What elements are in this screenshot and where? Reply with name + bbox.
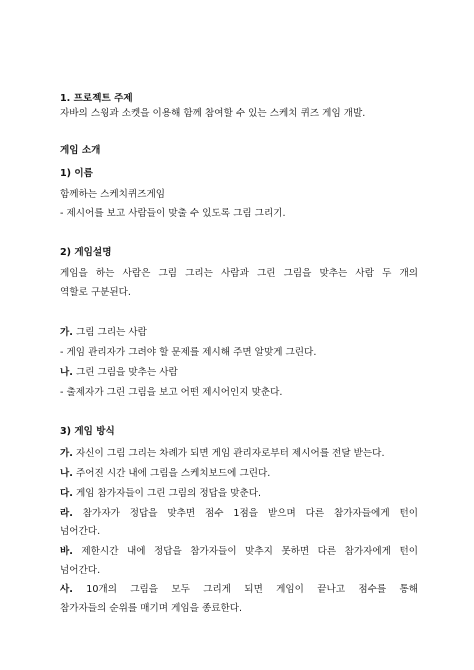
step-da-text: 게임 참가자들이 그린 그림의 정답을 맞춘다. xyxy=(72,488,262,499)
role-ga-description: - 게임 관리자가 그려야 할 문제를 제시해 주면 알맞게 그린다. xyxy=(60,347,317,358)
step-da-prefix: 다. xyxy=(60,488,73,499)
name-description: - 제시어를 보고 사람들이 맞출 수 있도록 그림 그리기. xyxy=(60,208,286,219)
name-heading: 1) 이름 xyxy=(60,168,93,179)
name-value: 함께하는 스케치퀴즈게임 xyxy=(60,189,165,200)
step-sa xyxy=(60,583,418,597)
step-sa-prefix: 사. xyxy=(60,584,73,595)
step-ra-prefix: 라. xyxy=(60,508,73,519)
desc-line-2: 역할로 구분된다. xyxy=(60,287,131,298)
role-ga-text: 그림 그리는 사람 xyxy=(72,327,147,338)
project-description: 자바의 스윙과 소켓을 이용해 함께 참여할 수 있는 스케치 퀴즈 게임 개발. xyxy=(60,108,366,119)
intro-heading: 게임 소개 xyxy=(60,145,101,156)
desc-heading: 2) 게임설명 xyxy=(60,247,112,258)
role-na-text: 그린 그림을 맞추는 사람 xyxy=(72,367,178,378)
desc-line-1: 게임을 하는 사람은 그림 그리는 사람과 그린 그림을 맞추는 사람 두 개의 xyxy=(60,268,418,279)
step-na xyxy=(60,467,270,481)
role-ga-prefix: 가. xyxy=(60,327,73,338)
project-heading: 1. 프로젝트 주제 xyxy=(60,93,133,104)
step-ra xyxy=(60,507,418,521)
step-sa-continued: 참가자들의 순위를 매기며 게임을 종료한다. xyxy=(60,603,243,614)
role-na-description: - 출제자가 그린 그림을 보고 어떤 제시어인지 맞춘다. xyxy=(60,387,283,398)
step-ga xyxy=(60,447,385,461)
method-heading: 3) 게임 방식 xyxy=(60,426,115,437)
step-ra-text: 참가자가 정답을 맞추면 점수 1점을 받으며 다른 참가자들에게 턴이 xyxy=(72,508,418,519)
step-ba-continued: 넘어간다. xyxy=(60,565,101,576)
step-ra-continued: 넘어간다. xyxy=(60,526,101,537)
step-na-text: 주어진 시간 내에 그림을 스케치보드에 그린다. xyxy=(72,468,271,479)
role-na-prefix: 나. xyxy=(60,367,73,378)
step-ga-prefix: 가. xyxy=(60,448,73,459)
role-na xyxy=(60,366,178,380)
step-ba-text: 제한시간 내에 정답을 참가자들이 맞추지 못하면 다른 참가자에게 턴이 xyxy=(72,546,418,557)
role-ga xyxy=(60,326,147,340)
step-ga-text: 자신이 그림 그리는 차례가 되면 게임 관리자로부터 제시어를 전달 받는다. xyxy=(72,448,385,459)
step-sa-text: 10개의 그림을 모두 그리게 되면 게임이 끝나고 점수를 통해 xyxy=(72,584,418,595)
step-ba-prefix: 바. xyxy=(60,546,73,557)
step-na-prefix: 나. xyxy=(60,468,73,479)
step-da xyxy=(60,487,261,501)
step-ba xyxy=(60,545,418,559)
